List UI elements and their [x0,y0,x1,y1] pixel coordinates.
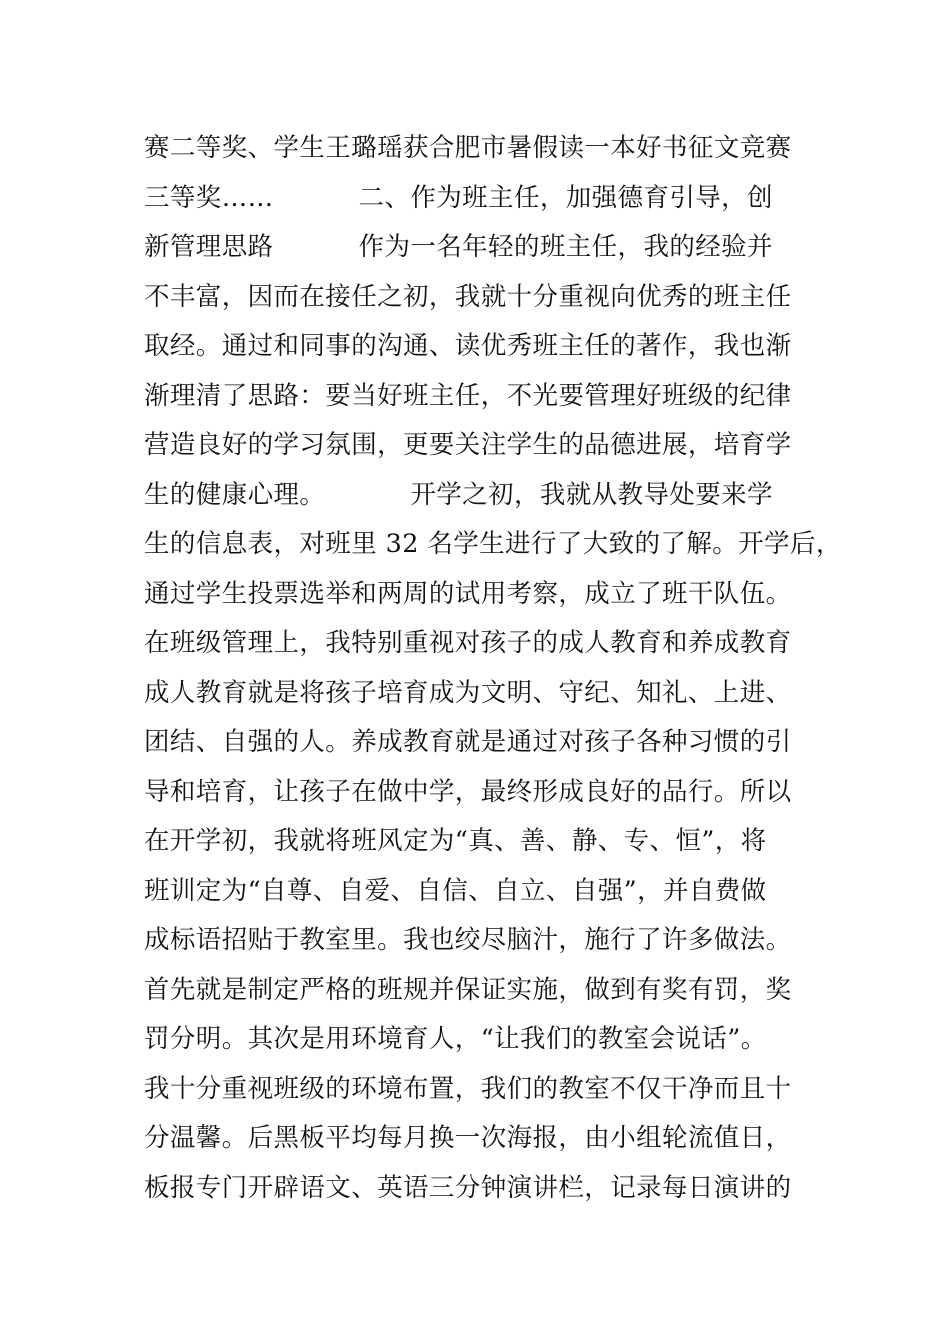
text-line-16: 班训定为“自尊、自爱、自信、自立、自强”，并自费做 [144,875,767,906]
text-line-2: 三等奖…… 二、作为班主任，加强德育引导，创 [144,182,773,213]
text-line-4: 不丰富，因而在接任之初，我就十分重视向优秀的班主任 [144,281,792,312]
text-line-3: 新管理思路 作为一名年轻的班主任，我的经验并 [144,232,773,262]
text-line-18: 首先就是制定严格的班规并保证实施，做到有奖有罚，奖 [144,974,792,1005]
text-line-20: 我十分重视班级的环境布置，我们的教室不仅干净而且十 [144,1073,792,1104]
text-line-9: 生的信息表，对班里 32 名学生进行了大致的了解。开学后， [144,529,842,559]
text-line-8: 生的健康心理。 开学之初，我就从教导处要来学 [144,479,773,510]
text-line-17: 成标语招贴于教室里。我也绞尽脑汁，施行了许多做法。 [144,925,792,955]
text-line-14: 导和培育，让孩子在做中学，最终形成良好的品行。所以 [144,776,792,807]
text-line-10: 通过学生投票选举和两周的试用考察，成立了班干队伍。 [144,578,792,609]
text-line-13: 团结、自强的人。养成教育就是通过对孩子各种习惯的引 [144,727,792,757]
text-line-12: 成人教育就是将孩子培育成为文明、守纪、知礼、上进、 [144,677,792,708]
text-line-19: 罚分明。其次是用环境育人，“让我们的教室会说话”。 [144,1024,767,1054]
text-line-21: 分温馨。后黑板平均每月换一次海报，由小组轮流值日， [144,1123,792,1153]
body-text [144,124,842,1213]
text-line-11: 在班级管理上，我特别重视对孩子的成人教育和养成教育 [144,628,792,658]
text-line-5: 取经。通过和同事的沟通、读优秀班主任的著作，我也渐 [144,331,792,361]
text-line-6: 渐理清了思路：要当好班主任，不光要管理好班级的纪律 [144,380,792,411]
text-line-1: 赛二等奖、学生王璐瑶获合肥市暑假读一本好书征文竞赛 [144,133,792,163]
text-line-15: 在开学初，我就将班风定为“真、善、静、专、恒”，将 [144,826,767,856]
text-line-22: 板报专门开辟语文、英语三分钟演讲栏，记录每日演讲的 [144,1172,792,1203]
text-line-7: 营造良好的学习氛围，更要关注学生的品德进展，培育学 [144,430,792,460]
